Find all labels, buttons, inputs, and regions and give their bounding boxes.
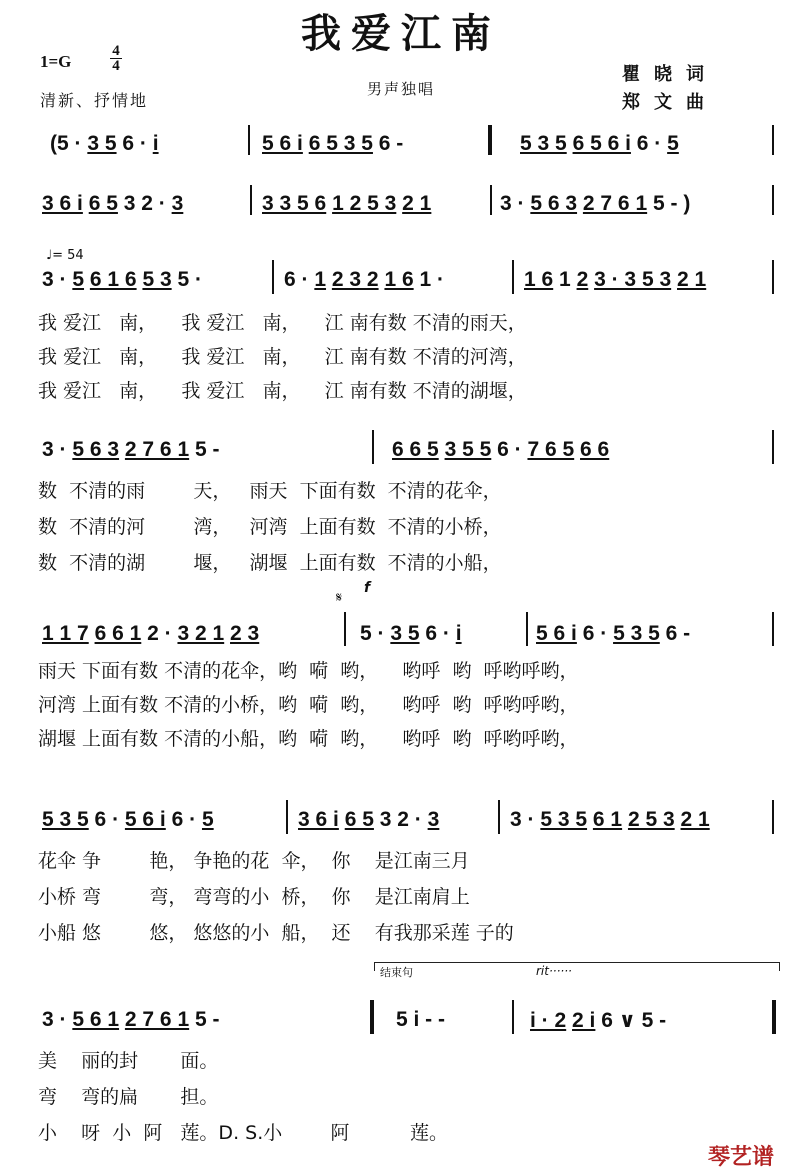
system-7-notes-c: i · 2 2 i 6 ∨ 5 -: [530, 1009, 667, 1032]
repeat-end: [370, 1000, 374, 1034]
barline: [498, 800, 500, 834]
lyric-line: 小船 悠 悠， 悠悠的小 船， 还 有我那采莲 子的: [38, 922, 514, 944]
system-6-notes-c: 3 · 5 3 5 6 1 2 5 3 2 1: [510, 808, 710, 831]
barline: [772, 800, 774, 834]
system-3-notes-c: 1 6 1 2 3 · 3 5 3 2 1: [524, 268, 707, 291]
barline: [344, 612, 346, 646]
lyric-line: 数 不清的河 湾， 河湾 上面有数 不清的小桥，: [38, 516, 502, 538]
system-2-notes: 3 6 i 6 5 3 2 · 3: [42, 192, 184, 215]
barline: [250, 185, 252, 215]
system-4-notes: 3 · 5 6 3 2 7 6 1 5 -: [42, 438, 220, 461]
lyric-line: 弯 弯的扁 担。: [38, 1086, 219, 1108]
system-1-notes: (5 · 3 5 6 · i: [50, 132, 159, 155]
barline: [490, 185, 492, 215]
system-2-notes-c: 3 · 5 6 3 2 7 6 1 5 - ): [500, 192, 691, 215]
lyric-line: 花伞 争 艳， 争艳的花 伞， 你 是江南三月: [38, 850, 470, 872]
time-signature: [110, 44, 122, 73]
system-6-notes-b: 3 6 i 6 5 3 2 · 3: [298, 808, 440, 831]
system-2-notes-b: 3 3 5 6 1 2 5 3 2 1: [262, 192, 432, 215]
lyric-line: 雨天 下面有数 不清的花伞，哟 嗬 哟， 哟呼 哟 呼哟呼哟，: [38, 660, 579, 682]
system-5-notes: 1 1 7 6 6 1 2 · 3 2 1 2 3: [42, 622, 260, 645]
lyric-line: 我 爱江 南， 我 爱江 南， 江 南有数 不清的湖堰，: [38, 380, 527, 402]
lyric-line: 小桥 弯 弯， 弯弯的小 桥， 你 是江南肩上: [38, 886, 470, 908]
lyric-line: 数 不清的雨 天， 雨天 下面有数 不清的花伞，: [38, 480, 502, 502]
song-title: 我爱江南: [301, 10, 501, 57]
lyric-line: 小 呀 小 阿 莲。D. S.小 阿 莲。: [38, 1122, 448, 1144]
dynamic-forte: f: [364, 580, 371, 596]
system-3-notes-b: 6 · 1 2 3 2 1 6 1 ·: [284, 268, 444, 291]
barline: [772, 430, 774, 464]
barline: [286, 800, 288, 834]
barline: [512, 1000, 514, 1034]
barline: [372, 430, 374, 464]
system-7-notes: 3 · 5 6 1 2 7 6 1 5 -: [42, 1008, 220, 1031]
performance-type: 男声独唱: [367, 80, 436, 98]
system-6-notes: 5 3 5 6 · 5 6 i 6 · 5: [42, 808, 214, 831]
lyric-line: 湖堰 上面有数 不清的小船，哟 嗬 哟， 哟呼 哟 呼哟呼哟，: [38, 728, 579, 750]
barline: [772, 125, 774, 155]
barline: [772, 185, 774, 215]
barline: [272, 260, 274, 294]
lyric-line: 我 爱江 南， 我 爱江 南， 江 南有数 不清的河湾，: [38, 346, 527, 368]
segno-sign: 𝄋: [336, 590, 343, 606]
ending-label: 结束句: [380, 966, 413, 979]
barline: [512, 260, 514, 294]
system-1-notes-c: 5 3 5 6 5 6 i 6 · 5: [520, 132, 679, 155]
barline: [772, 612, 774, 646]
ritardando-mark: rit······: [536, 964, 572, 978]
composer-credit: 郑文曲: [622, 92, 718, 113]
ending-bracket: [374, 962, 780, 971]
system-5-notes-c: 5 6 i 6 · 5 3 5 6 -: [536, 622, 691, 645]
key-signature: 1=G: [40, 52, 72, 71]
lyric-line: 我 爱江 南， 我 爱江 南， 江 南有数 不清的雨天，: [38, 312, 527, 334]
repeat-start: [488, 125, 492, 155]
barline: [248, 125, 250, 155]
barline: [526, 612, 528, 646]
system-3-notes: 3 · 5 6 1 6 5 3 5 ·: [42, 268, 202, 291]
lyric-line: 美 丽的封 面。: [38, 1050, 219, 1072]
tempo-marking: ♩= 54: [46, 248, 84, 263]
system-1-notes-b: 5 6 i 6 5 3 5 6 -: [262, 132, 404, 155]
system-5-notes-b: 5 · 3 5 6 · i: [360, 622, 462, 645]
barline: [772, 260, 774, 294]
time-bottom: 4: [112, 58, 120, 74]
system-4-notes-b: 6 6 5 3 5 5 6 · 7 6 5 6 6: [392, 438, 610, 461]
lyric-line: 数 不清的湖 堰， 湖堰 上面有数 不清的小船，: [38, 552, 502, 574]
expression-mark: 清新、抒情地: [40, 91, 149, 110]
lyricist-credit: 瞿晓词: [622, 64, 718, 85]
time-top: 4: [112, 43, 120, 59]
lyric-line: 河湾 上面有数 不清的小桥，哟 嗬 哟， 哟呼 哟 呼哟呼哟，: [38, 694, 579, 716]
final-barline: [772, 1000, 776, 1034]
system-7-notes-b: 5 i - -: [396, 1008, 446, 1031]
watermark-logo: 琴艺谱: [707, 1145, 774, 1170]
